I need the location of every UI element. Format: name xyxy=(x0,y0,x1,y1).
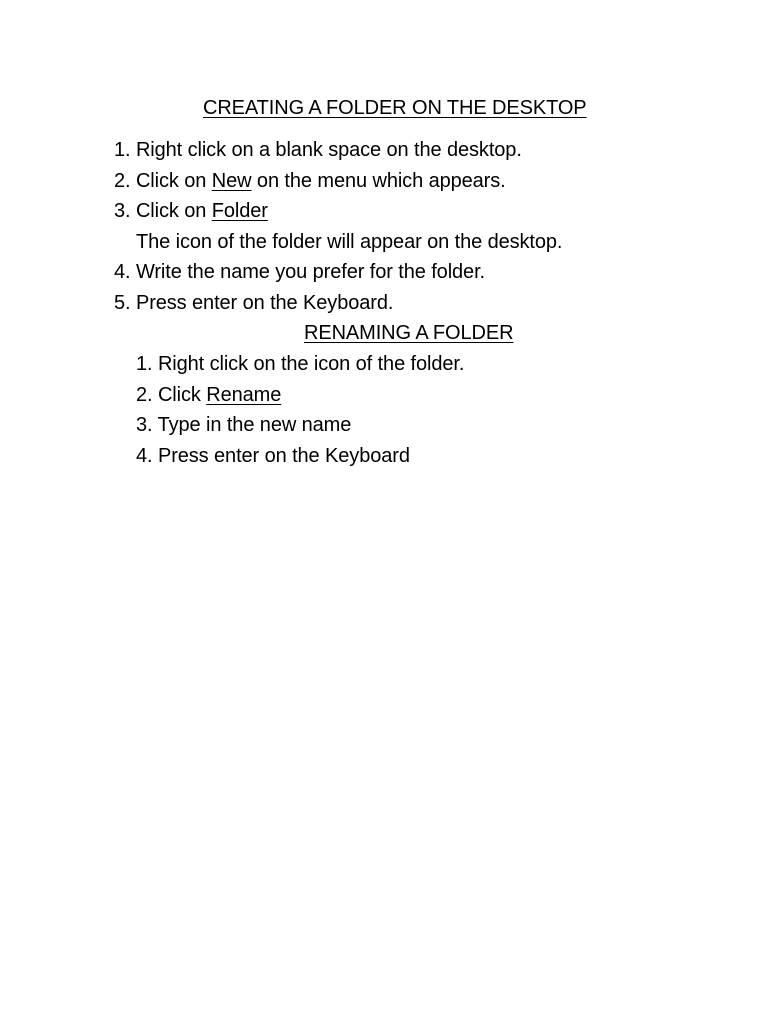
step-text: Click xyxy=(157,384,207,406)
step-5 xyxy=(114,291,393,315)
step-number: 5. xyxy=(114,292,131,314)
step-text: Right click on a blank space on the desktop. xyxy=(135,139,522,161)
step-text: Right click on the icon of the folder. xyxy=(157,353,465,375)
step-number: 1. xyxy=(114,139,131,161)
section-title-creating-folder: CREATING A FOLDER ON THE DESKTOP xyxy=(203,97,587,119)
step-number: 3. xyxy=(114,200,131,222)
step-3 xyxy=(114,199,268,223)
step-number: 4. xyxy=(136,445,153,467)
section-title-renaming-folder: RENAMING A FOLDER xyxy=(304,322,514,344)
step-2 xyxy=(114,169,506,193)
step-text: Write the name you prefer for the folder. xyxy=(135,261,485,283)
step-text: Press enter on the Keyboard. xyxy=(135,292,394,314)
new-menu-item-text: New xyxy=(211,170,252,192)
step-text: Type in the new name xyxy=(157,414,352,436)
rename-step-4 xyxy=(136,444,410,468)
step-1 xyxy=(114,138,522,162)
step-4 xyxy=(114,260,485,284)
step-text-suffix: on the menu which appears. xyxy=(251,170,506,192)
folder-menu-item-text: Folder xyxy=(211,200,268,222)
step-number: 3. xyxy=(136,414,153,436)
rename-step-1 xyxy=(136,352,464,376)
step-number: 2. xyxy=(136,384,153,406)
step-number: 4. xyxy=(114,261,131,283)
step-text: Click on xyxy=(135,170,212,192)
step-number: 2. xyxy=(114,170,131,192)
rename-menu-item-text: Rename xyxy=(206,384,282,406)
step-note: The icon of the folder will appear on the desktop. xyxy=(136,231,563,253)
rename-step-3 xyxy=(136,413,351,437)
rename-step-2 xyxy=(136,383,281,407)
step-text: Press enter on the Keyboard xyxy=(157,445,410,467)
step-number: 1. xyxy=(136,353,153,375)
step-text: Click on xyxy=(135,200,212,222)
